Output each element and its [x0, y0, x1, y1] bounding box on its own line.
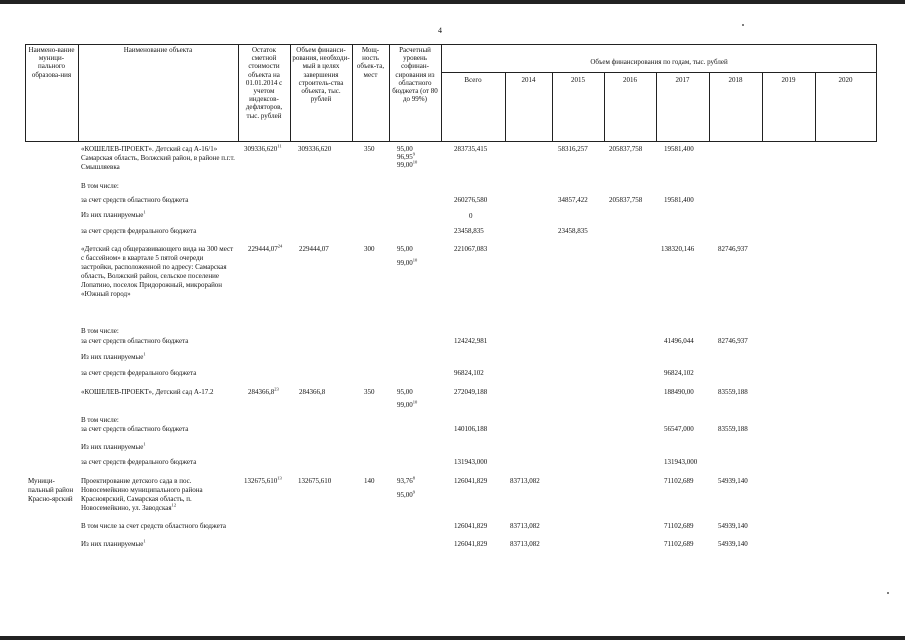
year-2018-value: 54939,140 — [718, 540, 748, 548]
financing-volume-value: 284366,8 — [299, 388, 326, 396]
total-value: 283735,415 — [454, 145, 488, 153]
remaining-cost-value: 284366,8$^{23}$ — [248, 386, 279, 396]
cofinancing-value: 95,00 — [397, 145, 413, 153]
total-value: 131943,000 — [454, 458, 488, 466]
cofinancing-value: 93,76$^8$ — [397, 475, 415, 485]
planned-label: Из них планируемые$^1$ — [81, 209, 146, 219]
header-year-2016: 2016 — [623, 76, 637, 84]
capacity-value: 300 — [364, 245, 375, 253]
object-name: «КОШЕЛЕВ-ПРОЕКТ». Детский сад А-16/1» Самарская область, Волжский район, в районе п.г.т. Смышляевка — [81, 145, 235, 171]
header-municipality: Наимено-вание муници-пального образова-ния — [28, 46, 75, 79]
year-2017-value: 41496,044 — [664, 337, 694, 345]
col-border — [25, 44, 26, 142]
scan-bottom-border — [0, 636, 905, 640]
year-2015-value: 23458,835 — [558, 227, 588, 235]
header-year-2019: 2019 — [781, 76, 796, 84]
scan-speck — [887, 592, 889, 594]
year-2017-value: 71102,689 — [664, 522, 694, 530]
year-2014-value: 83713,082 — [510, 540, 540, 548]
cofinancing-value: 99,00$^{10}$ — [397, 257, 418, 267]
header-cofinancing: Расчетный уровень софинан-сирования из областного бюджета (от 80 до 99%) — [392, 46, 438, 104]
year-2014-value: 83713,082 — [510, 522, 540, 530]
col-border — [290, 44, 291, 142]
cofinancing-value: 95,00 — [397, 245, 413, 253]
col-border — [78, 44, 79, 142]
planned-label: Из них планируемые$^1$ — [81, 538, 146, 548]
year-2017-value: 131943,000 — [664, 458, 698, 466]
col-border — [352, 44, 353, 142]
subtotal-label: В том числе: — [81, 327, 119, 335]
total-value: 260276,580 — [454, 196, 488, 204]
regional-budget-label: В том числе за счет средств областного бюджета — [81, 522, 227, 530]
header-remaining-cost: Остаток сметной стоимости объекта на 01.01.2014 с учетом индексов-дефляторов, тыс. рублей — [245, 46, 283, 120]
table-top-border — [25, 44, 877, 45]
header-year-2020: 2020 — [838, 76, 853, 84]
year-2018-value: 83559,188 — [718, 425, 748, 433]
header-year-2015: 2015 — [571, 76, 585, 84]
regional-budget-label: за счет средств областного бюджета — [81, 337, 189, 345]
year-2018-value: 54939,140 — [718, 477, 748, 485]
total-value: 272049,188 — [454, 388, 488, 396]
header-year-2014: 2014 — [521, 76, 536, 84]
planned-label: Из них планируемые$^1$ — [81, 441, 146, 451]
cofinancing-value: 95,00$^9$ — [397, 489, 415, 499]
year-2018-value: 82746,937 — [718, 337, 748, 345]
financing-volume-value: 229444,07 — [299, 245, 329, 253]
municipality-name: Муници-пальный район Красно-ярский — [28, 477, 74, 503]
year-2017-value: 188490,00 — [664, 388, 694, 396]
year-2016-value: 205837,758 — [609, 145, 643, 153]
remaining-cost-value: 132675,610$^{13}$ — [244, 475, 282, 485]
year-2017-value: 71102,689 — [664, 540, 694, 548]
object-name: «Детский сад общеразвивающего вида на 300 мест с бассейном» в квартале 5 пятой очереди застройки, расположенной по адресу: Самарская область, Волжский район, сельское поселение Лопатино, поселок Придорожный, микрорайон «Южный город» — [81, 245, 234, 298]
year-2015-value: 58316,257 — [558, 145, 588, 153]
planned-label: Из них планируемые$^1$ — [81, 351, 146, 361]
capacity-value: 140 — [364, 477, 375, 485]
cofinancing-value: 96,95$^9$ — [397, 151, 415, 161]
federal-budget-label: за счет средств федерального бюджета — [81, 458, 197, 466]
col-border — [876, 44, 877, 142]
capacity-value: 350 — [364, 145, 375, 153]
col-border — [441, 44, 442, 142]
cofinancing-value: 95,00 — [397, 388, 413, 396]
total-value: 124242,981 — [454, 337, 488, 345]
header-year-total: Всего — [464, 76, 482, 84]
subtotal-label: В том числе: — [81, 416, 119, 424]
cofinancing-value: 99,00$^{10}$ — [397, 159, 418, 169]
years-group-underline — [441, 72, 877, 73]
header-object-name: Наименование объекта — [123, 46, 193, 54]
year-2018-value: 83559,188 — [718, 388, 748, 396]
header-year-2017: 2017 — [675, 76, 690, 84]
total-value: 0 — [469, 212, 473, 220]
total-value: 126041,829 — [454, 522, 488, 530]
scan-speck — [742, 24, 744, 26]
year-2018-value: 82746,937 — [718, 245, 748, 253]
year-2014-value: 83713,082 — [510, 477, 540, 485]
financing-volume-value: 309336,620 — [298, 145, 332, 153]
col-border — [238, 44, 239, 142]
year-2016-value: 205837,758 — [609, 196, 643, 204]
year-2017-value: 138320,146 — [661, 245, 695, 253]
regional-budget-label: за счет средств областного бюджета — [81, 196, 189, 204]
col-border — [389, 44, 390, 142]
financing-volume-value: 132675,610 — [298, 477, 332, 485]
cofinancing-value: 99,00$^{10}$ — [397, 399, 418, 409]
total-value: 126041,829 — [454, 540, 488, 548]
remaining-cost-value: 229444,07$^{24}$ — [248, 243, 283, 253]
year-2018-value: 54939,140 — [718, 522, 748, 530]
regional-budget-label: за счет средств областного бюджета — [81, 425, 189, 433]
header-years-group: Объем финансирования по годам, тыс. рублей — [590, 58, 728, 66]
subtotal-label: В том числе: — [81, 182, 119, 190]
scan-top-border — [0, 0, 905, 4]
header-year-2018: 2018 — [728, 76, 743, 84]
year-2017-value: 19581,400 — [664, 196, 694, 204]
object-name: Проектирование детского сада в пос. Новосемейкино муниципального района Красноярский, Самарская область, п. Новосемейкино, ул. Заводская$^{12}$ — [81, 477, 203, 512]
remaining-cost-value: 309336,620$^{11}$ — [244, 143, 282, 153]
object-name: «КОШЕЛЕВ-ПРОЕКТ», Детский сад А-17.2 — [81, 388, 214, 396]
header-bottom-border — [25, 141, 877, 142]
year-2017-value: 71102,689 — [664, 477, 694, 485]
capacity-value: 350 — [364, 388, 375, 396]
federal-budget-label: за счет средств федерального бюджета — [81, 369, 197, 377]
header-capacity: Мощ-ность объек-та, мест — [356, 46, 385, 79]
total-value: 23458,835 — [454, 227, 484, 235]
year-2017-value: 19581,400 — [664, 145, 694, 153]
total-value: 221067,083 — [454, 245, 488, 253]
federal-budget-label: за счет средств федерального бюджета — [81, 227, 197, 235]
total-value: 96824,102 — [454, 369, 484, 377]
year-2015-value: 34857,422 — [558, 196, 588, 204]
page-number: 4 — [438, 26, 442, 35]
header-financing-volume: Объем финанси-рования, необходи-мый в целях завершения строитель-ства объекта, тыс. рублей — [292, 46, 350, 104]
year-2017-value: 96824,102 — [664, 369, 694, 377]
total-value: 140106,188 — [454, 425, 488, 433]
year-2017-value: 56547,000 — [664, 425, 694, 433]
total-value: 126041,829 — [454, 477, 488, 485]
